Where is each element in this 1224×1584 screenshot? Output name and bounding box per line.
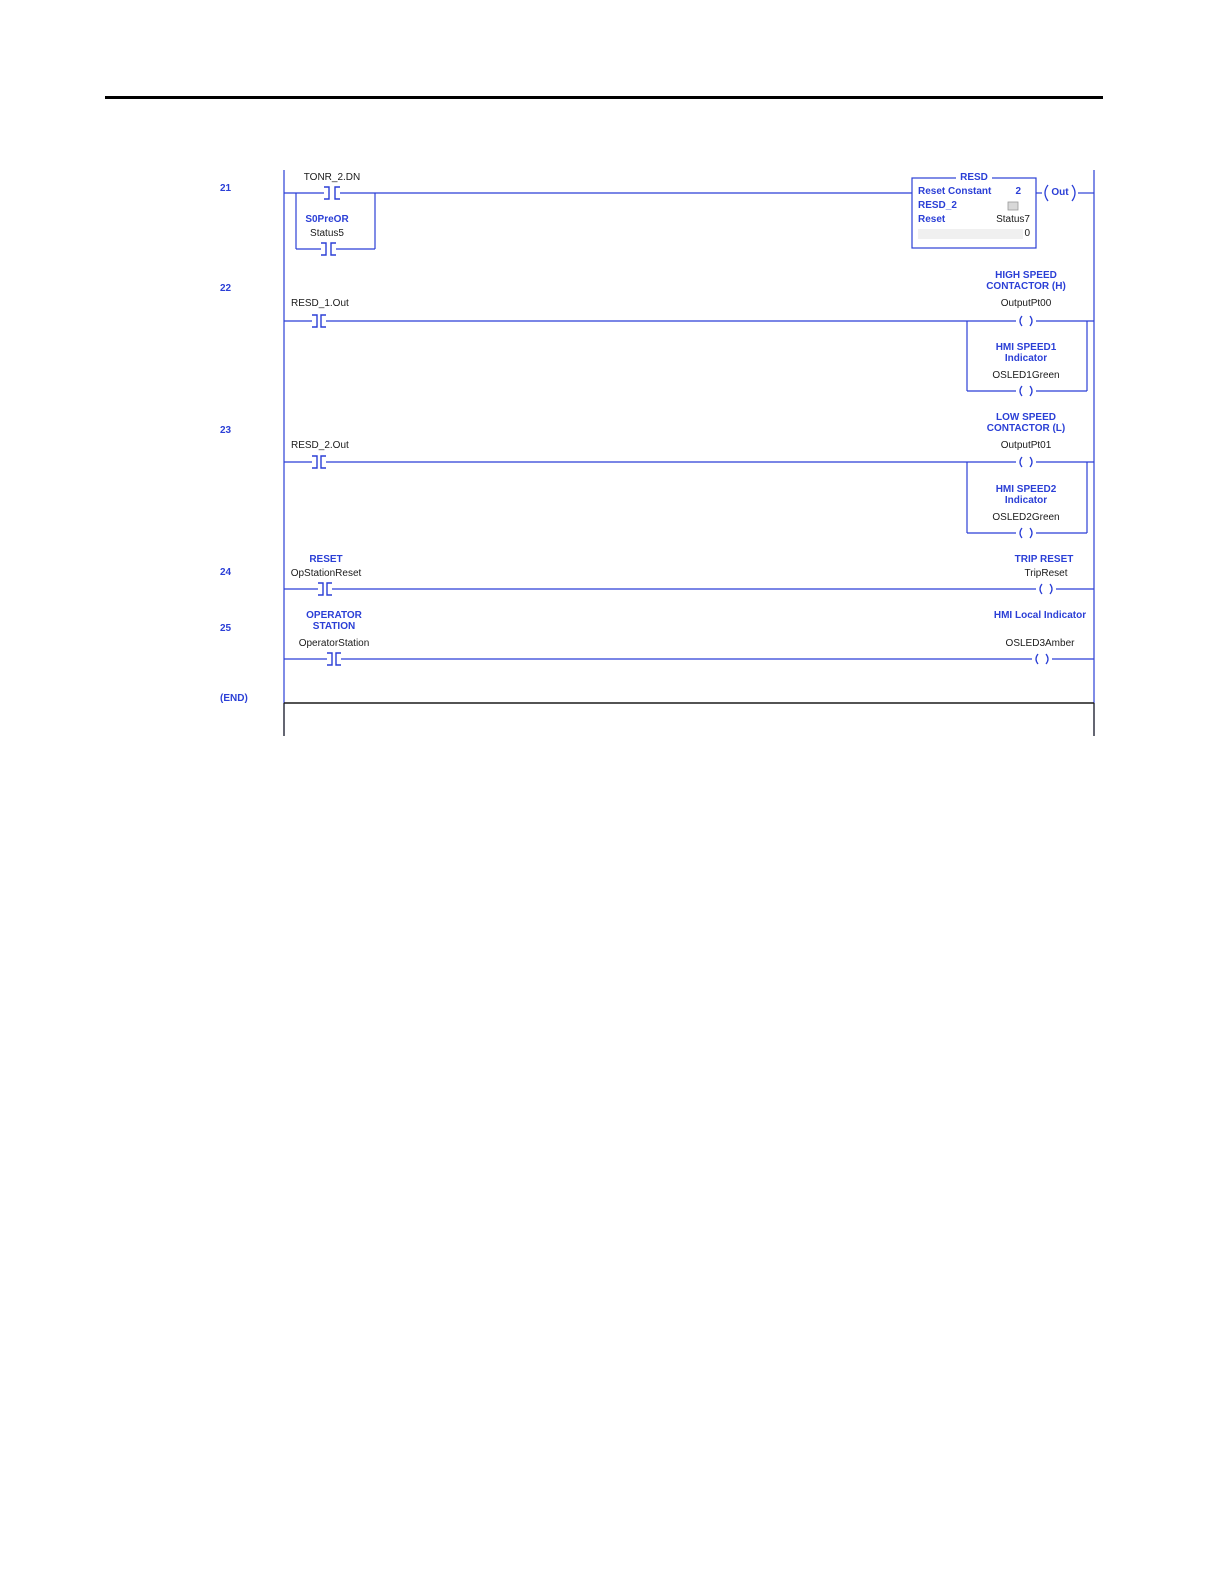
coil-tag-osled2green: OSLED2Green <box>992 512 1060 523</box>
contact-symbol-tonr <box>324 187 340 199</box>
coil-tag-osled3amber: OSLED3Amber <box>1005 638 1075 649</box>
resd-row-label-reset-constant: Reset Constant <box>918 186 992 197</box>
coil-tag-outputpt00: OutputPt00 <box>1000 298 1052 309</box>
coil-symbol-outputpt00 <box>1016 316 1036 326</box>
coil-desc-high-speed-contactor: HIGH SPEED CONTACTOR (H) <box>986 270 1066 292</box>
contact-symbol-opstationreset <box>318 583 332 595</box>
rung-number-24: 24 <box>220 567 232 578</box>
resd-row-label-instance: RESD_2 <box>918 200 957 211</box>
contact-symbol-resd1 <box>312 315 326 327</box>
rung-number-22: 22 <box>220 283 232 294</box>
rung-22-wiring <box>284 321 1094 391</box>
contact-symbol-status5 <box>321 243 336 255</box>
coil-desc-trip-reset: TRIP RESET <box>1014 554 1074 565</box>
contact-tag-opstationreset: OpStationReset <box>290 568 362 579</box>
coil-tag-outputpt01: OutputPt01 <box>1000 440 1052 451</box>
coil-symbol-tripreset <box>1036 584 1056 594</box>
resd-row-value-reset-constant: 2 <box>1015 186 1021 197</box>
resd-block-title: RESD <box>960 172 988 183</box>
contact-desc-operator-station: OPERATOR STATION <box>306 610 362 632</box>
coil-desc-low-speed-contactor: LOW SPEED CONTACTOR (L) <box>986 412 1066 434</box>
contact-tag-operatorstation: OperatorStation <box>298 638 370 649</box>
contact-desc-reset: RESET <box>309 554 343 565</box>
coil-desc-hmi-local-indicator: HMI Local Indicator <box>993 610 1087 621</box>
end-label: (END) <box>220 693 248 704</box>
coil-tag-resd-out: Out <box>1051 187 1069 198</box>
coil-tag-osled1green: OSLED1Green <box>992 370 1060 381</box>
rung-number-21: 21 <box>220 183 232 194</box>
resd-row-value-output: 0 <box>1024 228 1030 239</box>
coil-symbol-osled2green <box>1016 528 1036 538</box>
rung-23-wiring <box>284 462 1094 533</box>
coil-symbol-osled3amber <box>1032 654 1052 664</box>
contact-tag-status5: Status5 <box>310 228 344 239</box>
coil-desc-hmi-speed2: HMI SPEED2 Indicator <box>995 484 1057 506</box>
resd-row-label-reset: Reset <box>918 214 946 225</box>
rung-number-25: 25 <box>220 623 232 634</box>
resd-row-value-reset: Status7 <box>996 214 1030 225</box>
coil-tag-tripreset: TripReset <box>1024 568 1068 579</box>
contact-tag-resd2-out: RESD_2.Out <box>291 440 349 451</box>
contact-symbol-operatorstation <box>327 653 341 665</box>
rung-number-23: 23 <box>220 425 232 436</box>
resd-reset-checkbox <box>1008 202 1018 210</box>
contact-symbol-resd2 <box>312 456 326 468</box>
coil-symbol-osled1green <box>1016 386 1036 396</box>
contact-tag-tonr: TONR_2.DN <box>303 172 361 183</box>
resd-block-shading <box>918 229 1023 239</box>
coil-desc-hmi-speed1: HMI SPEED1 Indicator <box>995 342 1057 364</box>
contact-desc-s0preor: S0PreOR <box>305 214 349 225</box>
coil-symbol-outputpt01 <box>1016 457 1036 467</box>
contact-tag-resd1-out: RESD_1.Out <box>291 298 349 309</box>
